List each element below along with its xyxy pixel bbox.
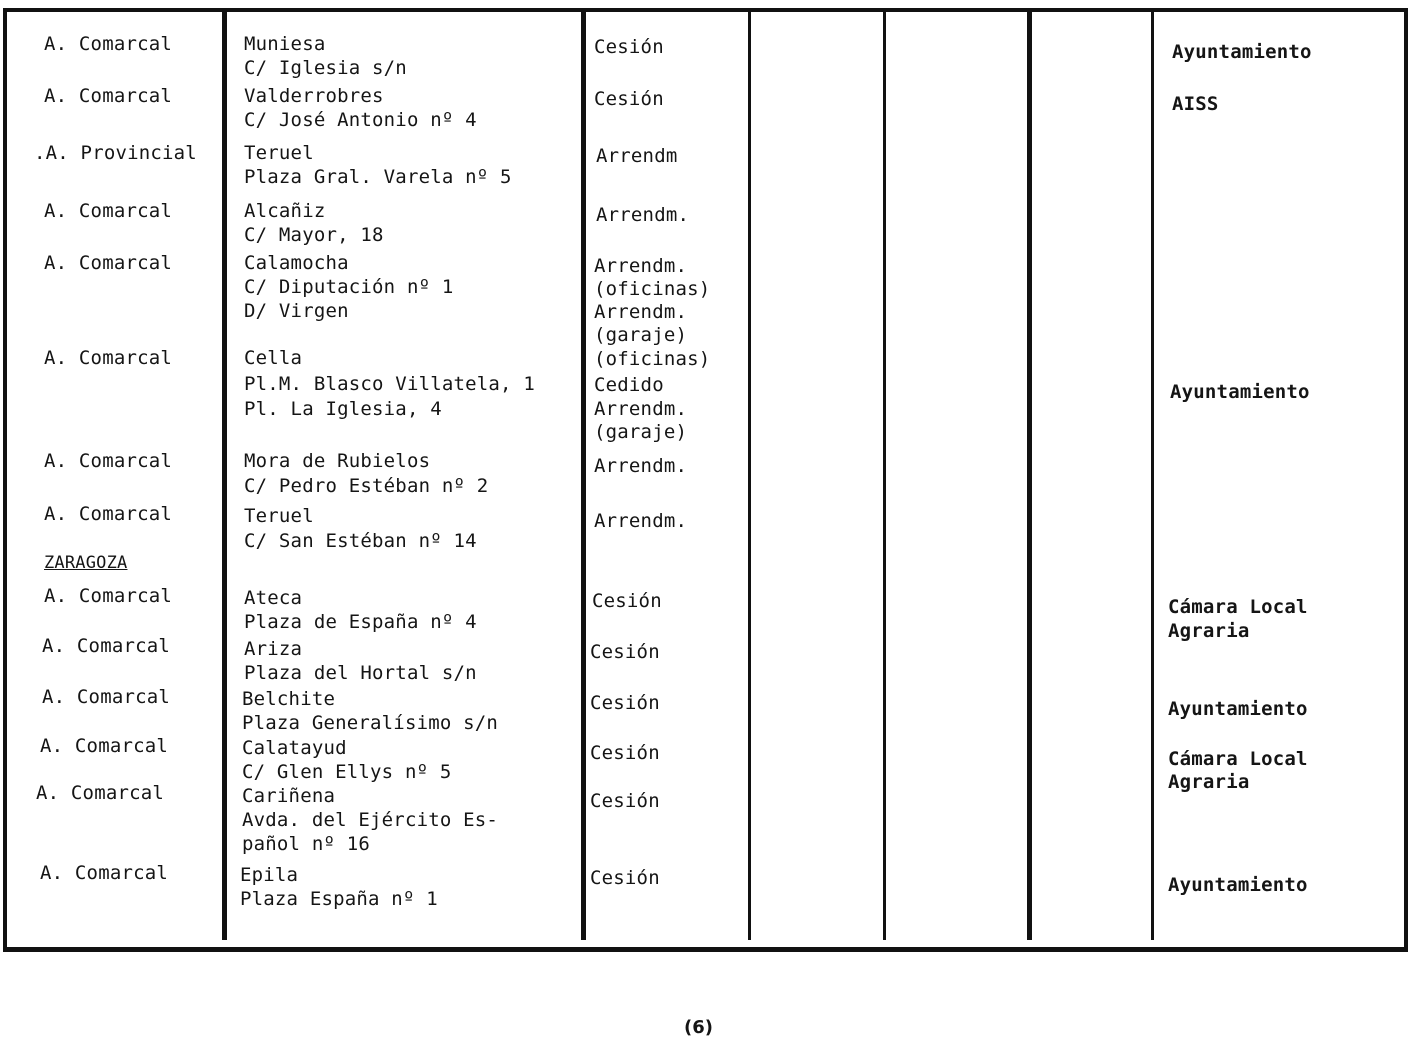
location: Calamocha: [244, 252, 349, 274]
office-type: A. Comarcal: [42, 686, 171, 708]
owner-line2: Agraria: [1168, 771, 1250, 793]
location: Teruel: [244, 142, 314, 164]
regime: Cesión: [592, 590, 662, 612]
regime: Cesión: [590, 641, 660, 663]
address: Avda. del Ejército Es-: [242, 809, 499, 831]
office-type: A. Comarcal: [40, 862, 169, 884]
address: Pl.M. Blasco Villatela, 1: [244, 373, 535, 395]
address: Plaza España nº 1: [240, 888, 438, 910]
address: C/ San Estéban nº 14: [244, 530, 477, 552]
office-type: A. Comarcal: [40, 735, 169, 757]
address: C/ Glen Ellys nº 5: [242, 761, 452, 783]
location: Epila: [240, 864, 299, 886]
office-type: A. Comarcal: [44, 585, 173, 607]
office-type: A. Comarcal: [44, 503, 173, 525]
owner: AISS: [1172, 93, 1219, 115]
location: Alcañiz: [244, 200, 326, 222]
column-divider: [581, 8, 586, 940]
office-type: A. Comarcal: [44, 450, 173, 472]
address: C/ Iglesia s/n: [244, 57, 407, 79]
office-type: A. Comarcal: [44, 347, 173, 369]
location: Mora de Rubielos: [244, 450, 431, 472]
location: Belchite: [242, 688, 336, 710]
regime: Cesión: [594, 88, 664, 110]
owner: Ayuntamiento: [1170, 381, 1310, 403]
address: D/ Virgen: [244, 300, 349, 322]
address: Pl. La Iglesia, 4: [244, 398, 442, 420]
regime: Arrendm.: [594, 301, 688, 323]
owner: Ayuntamiento: [1168, 874, 1308, 896]
regime: Cesión: [590, 742, 660, 764]
regime: Cedido: [594, 374, 664, 396]
location: Ateca: [244, 587, 303, 609]
office-type: A. Comarcal: [42, 635, 171, 657]
address: Plaza del Hortal s/n: [244, 662, 477, 684]
regime: Arrendm.: [594, 255, 688, 277]
office-type: A. Comarcal: [44, 33, 173, 55]
location: Ariza: [244, 638, 303, 660]
regime: Arrendm.: [594, 455, 688, 477]
regime-note: (garaje): [594, 324, 688, 346]
regime: Arrendm: [596, 145, 678, 167]
office-type: A. Comarcal: [36, 782, 165, 804]
location: Valderrobres: [244, 85, 384, 107]
table-frame: [3, 8, 1408, 952]
regime: Arrendm.: [594, 510, 688, 532]
address: Plaza Generalísimo s/n: [242, 712, 499, 734]
regime: Cesión: [590, 790, 660, 812]
column-divider: [748, 8, 751, 940]
owner-line2: Agraria: [1168, 620, 1250, 642]
column-divider: [1027, 8, 1032, 940]
location: Muniesa: [244, 33, 326, 55]
owner: Cámara Local: [1168, 596, 1308, 618]
location: Cariñena: [242, 785, 336, 807]
regime: Arrendm.: [596, 204, 690, 226]
owner: Ayuntamiento: [1168, 698, 1308, 720]
office-type: A. Comarcal: [44, 85, 173, 107]
regime-note: (garaje): [594, 421, 688, 443]
office-type: .A. Provincial: [34, 142, 197, 164]
regime: Cesión: [594, 36, 664, 58]
owner: Cámara Local: [1168, 748, 1308, 770]
location: Calatayud: [242, 737, 347, 759]
office-type: A. Comarcal: [44, 252, 173, 274]
office-type: A. Comarcal: [44, 200, 173, 222]
regime: Cesión: [590, 867, 660, 889]
address: Plaza de España nº 4: [244, 611, 477, 633]
column-divider: [222, 8, 227, 940]
page-number: (6): [684, 1017, 713, 1038]
section-heading: ZARAGOZA: [44, 553, 128, 573]
address: C/ José Antonio nº 4: [244, 109, 477, 131]
address: C/ Mayor, 18: [244, 224, 384, 246]
column-divider: [883, 8, 886, 940]
column-divider: [1151, 8, 1154, 940]
owner: Ayuntamiento: [1172, 41, 1312, 63]
regime: Arrendm.: [594, 398, 688, 420]
address: C/ Pedro Estéban nº 2: [244, 475, 489, 497]
regime-note: (oficinas): [594, 278, 711, 300]
regime: Cesión: [590, 692, 660, 714]
regime-note: (oficinas): [594, 348, 711, 370]
address: Plaza Gral. Varela nº 5: [244, 166, 512, 188]
location: Teruel: [244, 505, 314, 527]
address-line2: pañol nº 16: [242, 833, 371, 855]
location: Cella: [244, 347, 303, 369]
address: C/ Diputación nº 1: [244, 276, 454, 298]
